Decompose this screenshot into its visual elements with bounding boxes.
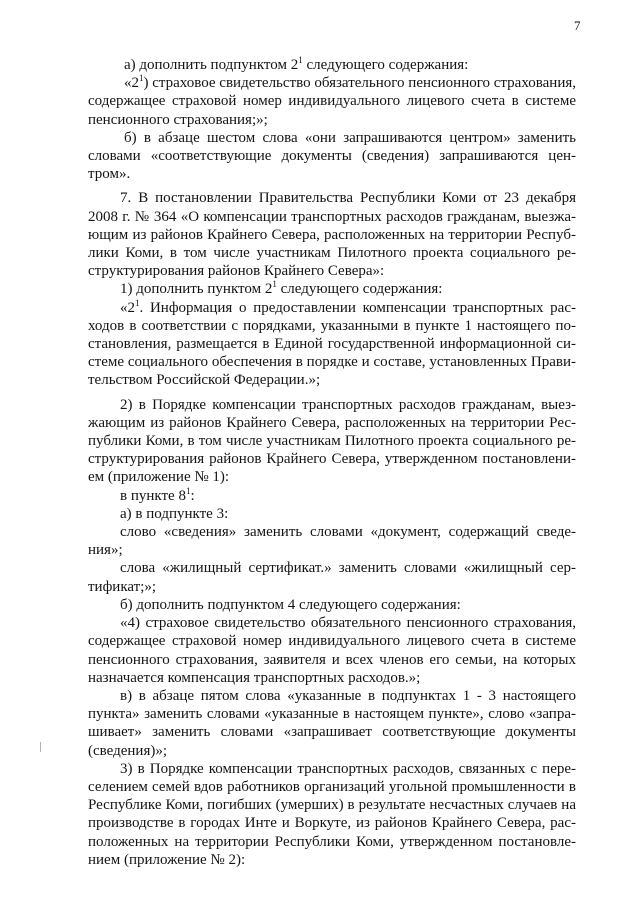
text-line xyxy=(88,669,576,687)
text-line xyxy=(88,92,576,110)
line-text: «2 xyxy=(124,75,139,92)
text-line xyxy=(88,687,576,705)
superscript-index: 1 xyxy=(185,485,191,496)
text-line xyxy=(88,396,576,414)
line-text: (сведения)»; xyxy=(88,742,168,759)
line-text: содержащее страховой номер индивидуального лицевого счета в системе xyxy=(88,93,576,110)
text-line xyxy=(88,414,576,432)
text-line xyxy=(88,244,576,262)
line-text: производстве в городах Инте и Воркуте, из районов Крайнего Севера, рас- xyxy=(88,815,576,832)
text-line xyxy=(88,262,576,280)
text-line xyxy=(88,723,576,741)
text-line xyxy=(88,208,576,226)
line-text: слово «сведения» заменить словами «документ, содержащий сведе- xyxy=(120,524,576,541)
text-line xyxy=(88,129,576,147)
text-line xyxy=(88,778,576,796)
line-text: тром». xyxy=(88,166,131,183)
text-line xyxy=(88,487,576,505)
text-line xyxy=(88,299,576,317)
text-line xyxy=(88,111,576,129)
text-line xyxy=(88,614,576,632)
superscript-index: 1 xyxy=(298,55,303,65)
line-text-continued: следующего содержания: xyxy=(302,57,469,73)
document-body xyxy=(88,56,576,869)
text-line xyxy=(88,596,576,614)
superscript-index: 1 xyxy=(272,279,277,290)
line-text: структурирования районов Крайнего Севера»: xyxy=(88,263,385,280)
line-text: ходов в соответствии с порядками, указанными в пункте 1 настоящего по- xyxy=(88,317,576,334)
line-text: 1) дополнить пунктом 2 xyxy=(120,281,273,298)
line-text: пенсионного страхования;»; xyxy=(88,111,268,128)
line-text-continued: ) страховое свидетельство обязательного пенсионного страхования, xyxy=(143,75,576,92)
line-text: селением семей вдов работников организаций угольной промышленности в xyxy=(88,778,576,795)
line-text: пункта» заменить словами «указанные в настоящем пункте», слово «запра- xyxy=(88,706,576,723)
line-text: б) дополнить подпунктом 4 следующего содержания: xyxy=(120,596,461,613)
text-line xyxy=(88,280,576,298)
line-text: в) в абзаце пятом слова «указанные в подпунктах 1 - 3 настоящего xyxy=(120,687,576,704)
page-number: 7 xyxy=(574,18,581,33)
text-line xyxy=(88,468,576,486)
line-text: 3) в Порядке компенсации транспортных расходов, связанных с пере- xyxy=(120,760,576,777)
line-text: слова «жилищный сертификат.» заменить словами «жилищный сер- xyxy=(120,560,576,577)
text-line xyxy=(88,317,576,335)
text-line xyxy=(88,578,576,596)
line-text: тельством Российской Федерации.»; xyxy=(88,372,321,389)
text-line xyxy=(88,165,576,183)
text-line xyxy=(88,760,576,778)
text-line xyxy=(88,56,576,74)
text-line xyxy=(88,814,576,832)
text-line xyxy=(88,833,576,851)
text-line xyxy=(88,432,576,450)
text-line xyxy=(88,651,576,669)
line-text: б) в абзаце шестом слова «они запрашиваются центром» заменить xyxy=(124,129,576,146)
text-line xyxy=(88,189,576,207)
line-text: стеме социального обеспечения в порядке и составе, установленных Прави- xyxy=(88,354,576,371)
text-line xyxy=(88,74,576,92)
text-line xyxy=(88,541,576,559)
line-text: структурирования районов Крайнего Севера, утвержденном постановлени- xyxy=(88,451,576,468)
line-text: ющим из районов Крайнего Севера, расположенных на территории Респуб- xyxy=(88,226,576,243)
line-text: «4) страховое свидетельство обязательного пенсионного страхования, xyxy=(120,615,576,632)
text-line xyxy=(88,705,576,723)
line-text: назначается компенсация транспортных расходов.»; xyxy=(88,669,421,686)
text-line xyxy=(88,742,576,760)
text-line xyxy=(88,523,576,541)
line-text: содержащее страховой номер индивидуального лицевого счета в системе xyxy=(88,633,576,650)
text-line xyxy=(88,559,576,577)
line-text-continued: : xyxy=(190,487,195,504)
line-text: нием (приложение № 2): xyxy=(88,851,246,868)
line-text: в пункте 8 xyxy=(120,487,186,504)
superscript-index: 1 xyxy=(139,73,144,84)
scan-artifact-mark xyxy=(40,742,41,752)
line-text: положенных на территории Республики Коми, утвержденном постановле- xyxy=(88,833,576,850)
text-line xyxy=(88,505,576,523)
line-text: а) дополнить подпунктом 2 xyxy=(124,57,299,73)
line-text: становления, размещается в Единой государственной информационной си- xyxy=(88,336,576,353)
line-text: жающим из районов Крайнего Севера, расположенных на территории Рес- xyxy=(88,414,576,431)
text-line xyxy=(88,796,576,814)
line-text: 2008 г. № 364 «О компенсации транспортных расходов гражданам, выезжа- xyxy=(88,208,576,225)
text-line xyxy=(88,147,576,165)
text-line xyxy=(88,371,576,389)
line-text: тификат;»; xyxy=(88,578,157,595)
line-text-continued: следующего содержания: xyxy=(276,281,443,298)
text-line xyxy=(88,353,576,371)
line-text: Республике Коми, погибших (умерших) в результате несчастных случаев на xyxy=(88,797,576,814)
text-line xyxy=(88,851,576,869)
line-text: словами «соответствующие документы (сведения) запрашиваются цен- xyxy=(88,148,576,165)
line-text: 2) в Порядке компенсации транспортных расходов гражданам, выез- xyxy=(120,396,576,413)
line-text: а) в подпункте 3: xyxy=(120,505,229,522)
line-text: ния»; xyxy=(88,542,123,559)
text-line xyxy=(88,335,576,353)
text-line xyxy=(88,450,576,468)
line-text: «2 xyxy=(120,299,135,316)
line-text: ем (приложение № 1): xyxy=(88,469,230,486)
text-line xyxy=(88,226,576,244)
line-text: лики Коми, в том числе участникам Пилотного проекта социального ре- xyxy=(88,245,576,262)
line-text: шивает» заменить словами «запрашивает соответствующие документы xyxy=(88,724,576,741)
line-text: 7. В постановлении Правительства Республики Коми от 23 декабря xyxy=(120,190,576,207)
line-text: пенсионного страхования, заявителя и всех членов его семьи, на которых xyxy=(88,651,576,668)
text-line xyxy=(88,632,576,650)
line-text-continued: . Информация о предоставлении компенсации транспортных рас- xyxy=(139,299,576,316)
superscript-index: 1 xyxy=(135,297,140,308)
line-text: публики Коми, в том числе участникам Пилотного проекта социального ре- xyxy=(88,433,576,450)
